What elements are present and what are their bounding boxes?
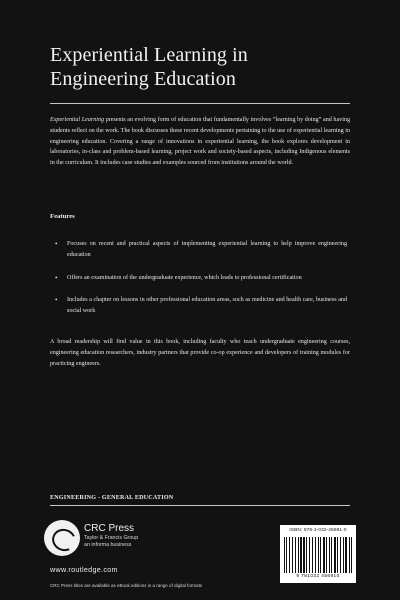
feature-text: Includes a chapter on lessons in other professional education areas, such as medicine and health care, business and social work — [67, 297, 347, 315]
feature-text: Offers an examination of the undergraduate experience, which leads to professional certification — [67, 274, 302, 281]
footer-note: CRC Press titles are available as eBook editions in a range of digital formats — [50, 583, 203, 588]
publisher-website: www.routledge.com — [50, 565, 118, 574]
crc-press-logo-icon — [44, 520, 80, 556]
bullet-icon: • — [55, 296, 58, 305]
intro-lead: Experiential Learning — [50, 117, 105, 123]
book-title-line-2: Engineering Education — [50, 68, 236, 90]
bullet-icon: • — [55, 240, 58, 248]
barcode-number: 9 781032 456910 — [296, 574, 340, 579]
closing-paragraph: A broad readership will find value in this book, including faculty who teach undergraduate engineering courses, engineering education researchers, industry partners that provide co-op experience and developers of training modules for practicing engineers. — [50, 339, 350, 367]
bottom-divider — [50, 505, 350, 506]
bullet-icon: • — [55, 273, 58, 282]
feature-text: Focuses on recent and practical aspects of implementing experiential learning to help improve engineering education — [67, 241, 347, 258]
barcode-bar — [351, 537, 352, 573]
features-heading: Features — [50, 213, 75, 220]
publisher-group: Taylor & Francis Group — [84, 535, 139, 541]
publisher-block — [84, 523, 138, 549]
features-list — [55, 239, 347, 329]
publisher-business: an informa business — [84, 542, 132, 548]
subject-category: ENGINEERING - GENERAL EDUCATION — [50, 495, 174, 501]
isbn-label: ISBN: 978-1-032-45691-0 — [289, 528, 347, 533]
intro-paragraph — [50, 115, 350, 169]
intro-text: presents an evolving form of education that fundamentally involves “learning by doing” and having students reflect on the work. The book discusses these recent developments pertaining to the use of experiential learning in engineering education. Covering a range of innovations in experiential learning, the book explores development in laboratories, in-class and problem-based learning, project work and society-based aspects, including Indigenous elements in the curriculum. It includes case studies and examples sourced from institutions around the world. — [50, 117, 350, 167]
barcode — [284, 537, 352, 573]
publisher-name: CRC Press — [84, 523, 135, 534]
crc-press-logo-mark — [49, 526, 79, 555]
feature-item — [55, 295, 347, 317]
feature-item — [55, 273, 347, 284]
isbn-barcode-panel — [280, 525, 356, 583]
book-title — [50, 43, 350, 91]
book-title-line-1: Experiential Learning in — [50, 44, 248, 66]
top-divider — [50, 103, 350, 104]
feature-item — [55, 239, 347, 261]
